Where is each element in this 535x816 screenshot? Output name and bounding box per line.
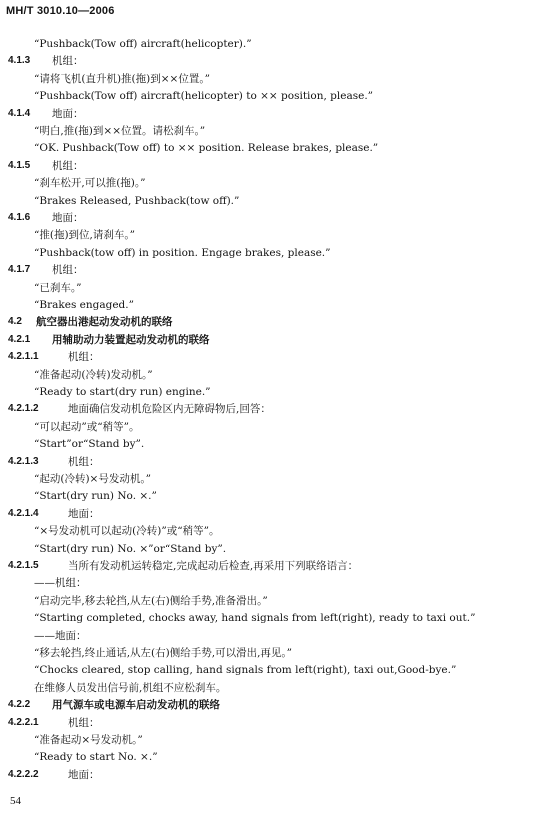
clause-text: 地面确信发动机危险区内无障碍物后,回答： <box>68 403 271 416</box>
clause-text: 地面： <box>68 768 100 781</box>
clause-text: ——机组： <box>34 577 87 590</box>
clause-text: “请将飞机(直升机)推(拖)到××位置。” <box>34 72 210 85</box>
clause-text: “Starting completed, chocks away, hand signals from left(right), ready to taxi out.” <box>34 612 476 625</box>
clause-text: 机组： <box>52 55 84 68</box>
clause-text: 当所有发动机运转稳定,完成起动后检查,再采用下列联络语言： <box>68 560 359 572</box>
clause-text: “可以起动”或“稍等”。 <box>34 420 140 433</box>
clause-number: 4.2.1.3 <box>8 455 39 467</box>
section-heading: 用气源车或电源车启动发动机的联络 <box>52 699 220 712</box>
clause-number: 4.1.5 <box>8 159 31 171</box>
clause-text: 机组： <box>52 264 84 277</box>
clause-text: “Pushback(tow off) in position. Engage brakes, please.” <box>34 246 331 259</box>
clause-number: 4.2.2 <box>8 699 31 711</box>
standard-code-header: MH/T 3010.10—2006 <box>6 5 115 17</box>
clause-text: 机组： <box>68 716 100 729</box>
clause-text: 地面： <box>52 107 84 120</box>
clause-number: 4.2.1.2 <box>8 403 39 415</box>
clause-text: “Start(dry run) No. ×.” <box>34 490 157 503</box>
clause-text: “起动(冷转)×号发动机。” <box>34 473 151 485</box>
clause-number: 4.2.1.1 <box>8 351 39 363</box>
clause-number: 4.2 <box>8 316 22 328</box>
clause-text: “Start(dry run) No. ×”or“Stand by”. <box>34 542 227 555</box>
clause-number: 4.1.4 <box>8 107 31 119</box>
clause-text: ——地面： <box>34 629 87 642</box>
page-number: 54 <box>10 795 21 807</box>
clause-text: “Start”or“Stand by”. <box>34 438 145 451</box>
clause-text: “推(拖)到位,请刹车。” <box>34 229 136 242</box>
clause-text: “Chocks cleared, stop calling, hand signals from left(right), taxi out,Good-bye.” <box>34 664 457 677</box>
clause-number: 4.2.2.2 <box>8 768 39 780</box>
clause-number: 4.1.7 <box>8 264 31 276</box>
clause-text: “Ready to start No. ×.” <box>34 751 158 764</box>
clause-number: 4.2.1.4 <box>8 507 39 519</box>
clause-text: “启动完毕,移去轮挡,从左(右)侧给手势,准备滑出。” <box>34 594 268 607</box>
clause-number: 4.1.6 <box>8 212 31 223</box>
clause-text: 机组： <box>52 159 84 172</box>
clause-number: 4.2.2.1 <box>8 716 39 728</box>
clause-text: “OK. Pushback(Tow off) to ×× position. Release brakes, please.” <box>34 142 379 155</box>
clause-text: “明白,推(拖)到××位置。请松刹车。” <box>34 125 206 137</box>
clause-text: “Brakes Released, Pushback(tow off).” <box>34 194 240 207</box>
clause-text: 地面： <box>68 507 100 520</box>
clause-text: 在维修人员发出信号前,机组不应松刹车。 <box>34 681 227 694</box>
section-heading: 航空器出港起动发动机的联络 <box>36 316 173 329</box>
clause-text: “准备起动×号发动机。” <box>34 734 143 746</box>
clause-text: “×号发动机可以起动(冷转)”或“稍等”。 <box>34 525 220 538</box>
clause-text: 机组： <box>68 351 100 364</box>
clause-text: “移去轮挡,终止通话,从左(右)侧给手势,可以滑出,再见。” <box>34 647 293 659</box>
clause-number: 4.2.1 <box>8 333 31 345</box>
clause-text: “Brakes engaged.” <box>34 299 134 311</box>
clause-text: “准备起动(冷转)发动机。” <box>34 368 153 381</box>
clause-text: “Pushback(Tow off) aircraft(helicopter) to ×× position, please.” <box>34 90 374 103</box>
section-heading: 用辅助动力装置起动发动机的联络 <box>52 333 210 346</box>
clause-text: 地面： <box>52 212 84 224</box>
clause-text: 机组： <box>68 455 100 468</box>
clause-number: 4.1.3 <box>8 55 31 67</box>
clause-number: 4.2.1.5 <box>8 560 39 571</box>
clause-text: “刹车松开,可以推(拖)。” <box>34 177 146 190</box>
clause-text: “Ready to start(dry run) engine.” <box>34 386 211 398</box>
clause-text: “已刹车。” <box>34 281 82 294</box>
clause-text: “Pushback(Tow off) aircraft(helicopter).” <box>34 38 252 50</box>
